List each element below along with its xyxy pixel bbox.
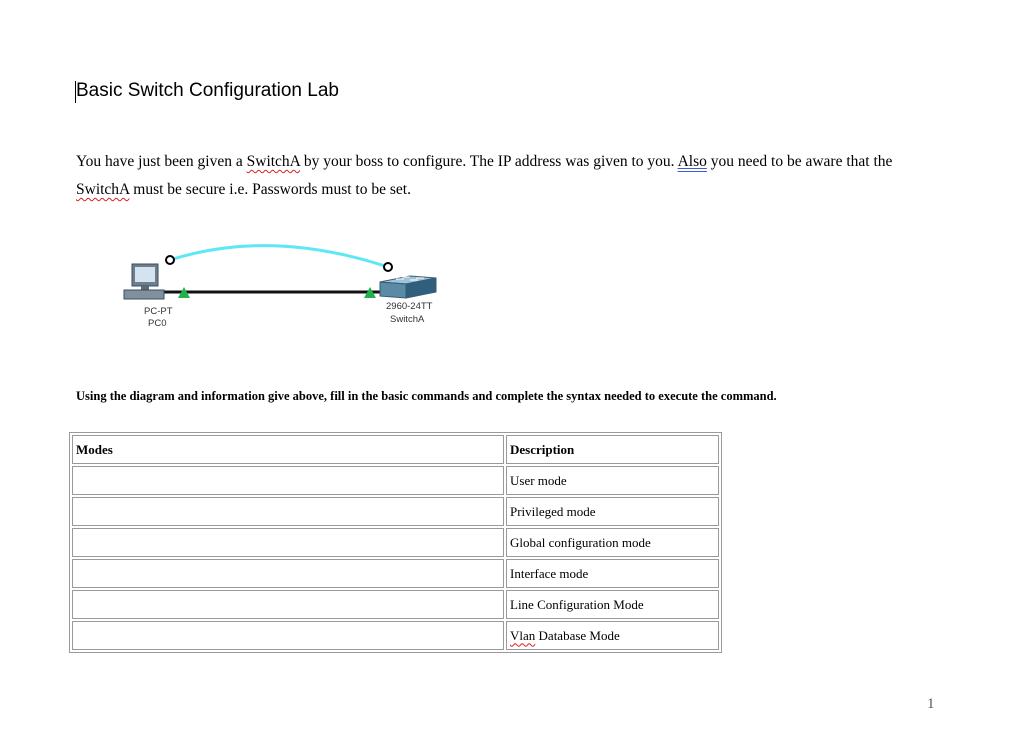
intro-text-1: You have just been given a (76, 153, 247, 170)
table-row (72, 590, 719, 619)
description-cell: Line Configuration Mode (506, 590, 719, 619)
switch-model-label: 2960-24TT (386, 301, 433, 312)
pc-icon (124, 264, 164, 299)
table-row (72, 466, 719, 495)
mode-cell[interactable] (72, 590, 504, 619)
mode-cell[interactable] (72, 621, 504, 650)
description-cell (506, 621, 719, 650)
table-row (72, 559, 719, 588)
switch-name-misspelled-2: SwitchA (76, 181, 130, 198)
cable-end-pc (166, 256, 174, 264)
description-rest: Database Mode (535, 627, 620, 643)
description-cell: Privileged mode (506, 497, 719, 526)
description-cell: User mode (506, 466, 719, 495)
mode-cell[interactable] (72, 466, 504, 495)
console-cable (170, 246, 388, 267)
intro-text-2: by your boss to configure. The IP address was given to you. (300, 153, 678, 170)
switch-name-label: SwitchA (390, 314, 425, 325)
intro-paragraph (76, 148, 956, 204)
table-row (72, 497, 719, 526)
table-header-row (72, 435, 719, 464)
intro-text-3: you need to be aware that the (706, 153, 893, 170)
description-cell: Interface mode (506, 559, 719, 588)
table-row (72, 528, 719, 557)
network-diagram (110, 232, 470, 342)
page-title: Basic Switch Configuration Lab (76, 80, 339, 101)
table-row (72, 621, 719, 650)
modes-table (69, 432, 722, 653)
instruction-text: Using the diagram and information give above, fill in the basic commands and complete the syntax needed to execute the command. (76, 389, 777, 403)
mode-cell[interactable] (72, 559, 504, 588)
intro-text-4: must be secure i.e. Passwords must to be set. (129, 181, 411, 198)
header-modes: Modes (72, 435, 504, 464)
cable-end-switch (384, 263, 392, 271)
pc-type-label: PC-PT (144, 306, 173, 317)
switch-icon (380, 276, 436, 298)
description-cell: Global configuration mode (506, 528, 719, 557)
grammar-flag-also: Also (677, 153, 707, 170)
pc-name-label: PC0 (148, 318, 167, 329)
mode-cell[interactable] (72, 497, 504, 526)
switch-name-misspelled: SwitchA (246, 153, 301, 170)
mode-cell[interactable] (72, 528, 504, 557)
vlan-misspelled: Vlan (510, 627, 536, 643)
page-number: 1 (927, 696, 935, 712)
header-description: Description (506, 435, 719, 464)
